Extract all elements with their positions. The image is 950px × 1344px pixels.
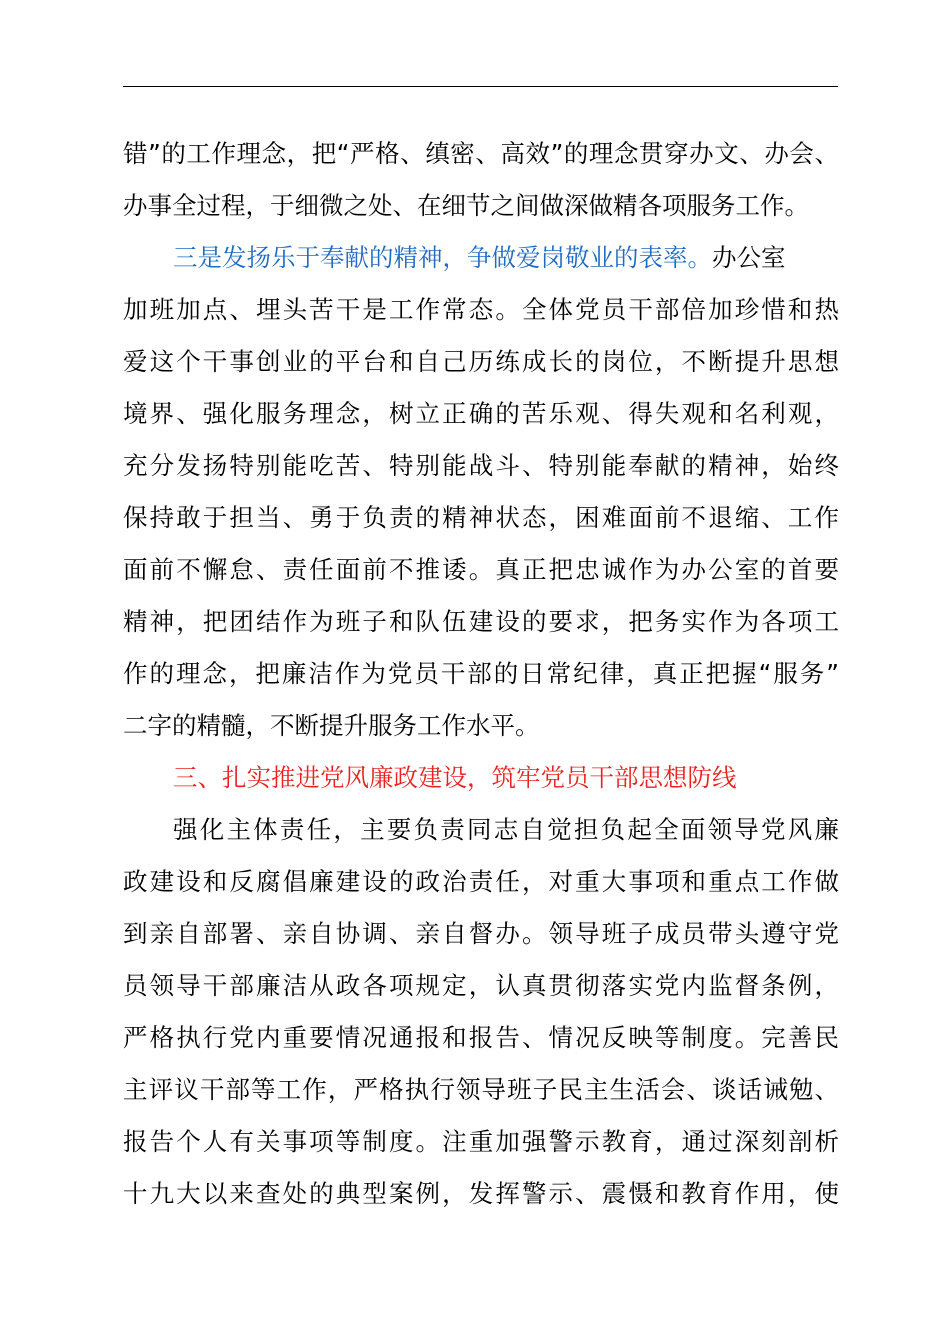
document-body xyxy=(123,128,839,1220)
text-line: 到亲自部署、亲自协调、亲自督办。领导班子成员带头遵守党 xyxy=(123,919,839,948)
text-line: 错”的工作理念，把“严格、缜密、高效”的理念贯穿办文、办会、 xyxy=(123,139,839,168)
blue-subheading: 三是发扬乐于奉献的精神，争做爱岗敬业的表率。 xyxy=(173,243,712,272)
text-line: 报告个人有关事项等制度。注重加强警示教育，通过深刻剖析 xyxy=(123,1127,839,1156)
text-line: 作的理念，把廉洁作为党员干部的日常纪律，真正把握“服务” xyxy=(123,659,839,688)
text-line: 员领导干部廉洁从政各项规定，认真贯彻落实党内监督条例， xyxy=(123,971,839,1000)
text-line: 办事全过程，于细微之处、在细节之间做深做精各项服务工作。 xyxy=(123,191,809,220)
text-run: 办公室 xyxy=(712,243,786,272)
text-line: 严格执行党内重要情况通报和报告、情况反映等制度。完善民 xyxy=(123,1023,839,1052)
header-rule xyxy=(123,86,838,87)
text-line: 爱这个干事创业的平台和自己历练成长的岗位，不断提升思想 xyxy=(123,347,839,376)
text-line: 加班加点、埋头苦干是工作常态。全体党员干部倍加珍惜和热 xyxy=(123,295,839,324)
text-line: 面前不懈怠、责任面前不推诿。真正把忠诚作为办公室的首要 xyxy=(123,555,839,584)
paragraph-first-line xyxy=(123,232,839,284)
text-line: 充分发扬特别能吃苦、特别能战斗、特别能奉献的精神，始终 xyxy=(123,451,839,480)
text-line: 境界、强化服务理念，树立正确的苦乐观、得失观和名利观， xyxy=(123,399,839,428)
text-line: 保持敢于担当、勇于负责的精神状态，困难面前不退缩、工作 xyxy=(123,503,839,532)
text-line: 精神，把团结作为班子和队伍建设的要求，把务实作为各项工 xyxy=(123,607,839,636)
section-heading: 三、扎实推进党风廉政建设，筑牢党员干部思想防线 xyxy=(173,763,737,792)
text-line: 二字的精髓，不断提升服务工作水平。 xyxy=(123,711,540,740)
text-line: 主评议干部等工作，严格执行领导班子民主生活会、谈话诫勉、 xyxy=(123,1075,839,1104)
paragraph-first-line: 强化主体责任，主要负责同志自觉担负起全面领导党风廉 xyxy=(173,815,839,844)
text-line: 十九大以来查处的典型案例，发挥警示、震慑和教育作用，使 xyxy=(123,1179,839,1208)
text-line: 政建设和反腐倡廉建设的政治责任，对重大事项和重点工作做 xyxy=(123,867,839,896)
